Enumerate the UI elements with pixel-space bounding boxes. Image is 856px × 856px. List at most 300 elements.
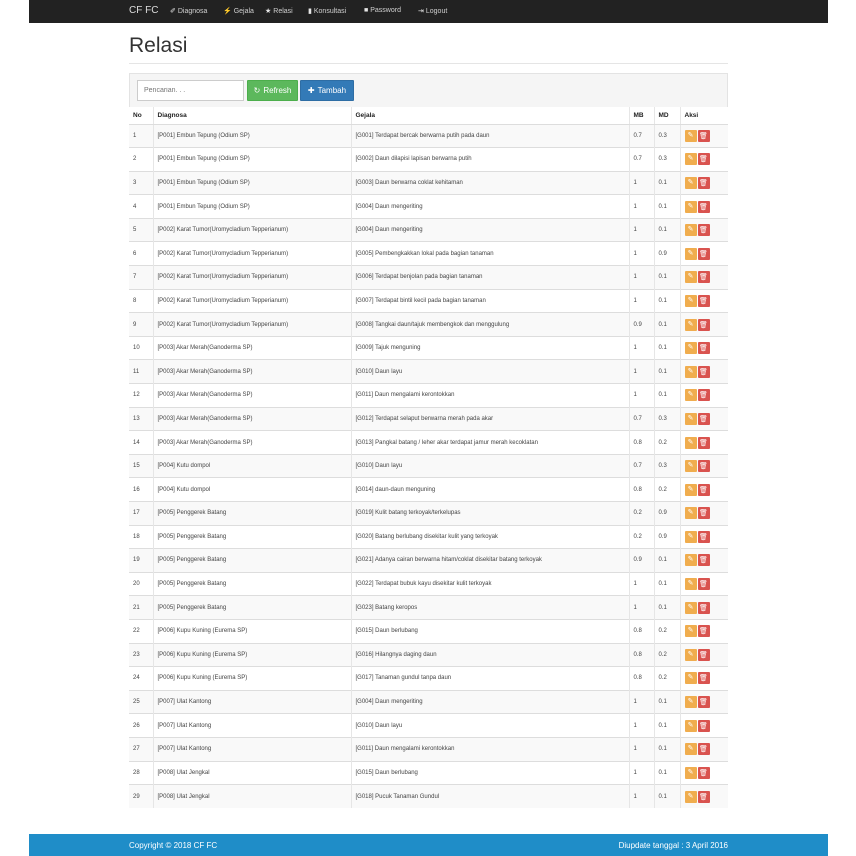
cell-mb: 1 [629,266,654,290]
cell-aksi [680,148,728,172]
cell-md: 0.1 [654,737,680,761]
cell-md: 0.2 [654,667,680,691]
cell-diagnosa: [P007] Ulat Kantong [153,690,351,714]
cell-md: 0.1 [654,171,680,195]
table-row [129,714,728,738]
table-row [129,478,728,502]
cell-no: 17 [129,502,153,526]
cell-md: 0.3 [654,148,680,172]
cell-aksi [680,431,728,455]
cell-aksi [680,761,728,785]
cell-gejala: [G015] Daun berlubang [351,761,629,785]
col-header-diagnosa: Diagnosa [153,107,351,124]
logout-icon: ⇥ [418,8,424,15]
cell-diagnosa: [P006] Kupu Kuning (Eurema SP) [153,643,351,667]
cell-aksi [680,454,728,478]
cell-aksi [680,690,728,714]
cell-mb: 0.7 [629,454,654,478]
cell-mb: 1 [629,572,654,596]
cell-aksi [680,643,728,667]
table-row [129,454,728,478]
edit-button[interactable]: ✎ [685,177,697,189]
table-row [129,761,728,785]
cell-gejala: [G001] Terdapat bercak berwarna putih pada daun [351,124,629,148]
cell-aksi [680,619,728,643]
cell-gejala: [G007] Terdapat bintil kecil pada bagian tanaman [351,289,629,313]
cell-no: 5 [129,218,153,242]
cell-md: 0.1 [654,360,680,384]
edit-button[interactable]: ✎ [685,319,697,331]
cell-aksi [680,195,728,219]
edit-button[interactable]: ✎ [685,413,697,425]
table-row [129,195,728,219]
nav-item-relasi[interactable] [265,7,293,15]
edit-button[interactable]: ✎ [685,649,697,661]
cell-aksi [680,596,728,620]
table-row [129,785,728,809]
cell-mb: 1 [629,761,654,785]
edit-button[interactable]: ✎ [685,389,697,401]
edit-button[interactable]: ✎ [685,366,697,378]
search-input[interactable] [137,80,244,101]
cell-no: 11 [129,360,153,384]
cell-gejala: [G004] Daun mengeriting [351,690,629,714]
refresh-label: Refresh [263,86,292,95]
cell-no: 20 [129,572,153,596]
page-title: Relasi [129,34,188,57]
delete-button[interactable]: 🗑 [699,627,708,636]
table-row [129,690,728,714]
nav-item-diagnosa[interactable] [170,7,207,15]
nav-item-konsultasi[interactable] [308,7,346,15]
cell-mb: 1 [629,785,654,809]
edit-button[interactable]: ✎ [685,602,697,614]
table-row [129,242,728,266]
delete-button[interactable]: 🗑 [699,698,708,707]
cell-md: 0.1 [654,266,680,290]
flash-icon: ⚡ [223,8,232,15]
cell-no: 29 [129,785,153,809]
table-row [129,171,728,195]
edit-button[interactable]: ✎ [685,743,697,755]
cell-mb: 1 [629,242,654,266]
cell-diagnosa: [P004] Kutu dompol [153,478,351,502]
edit-button[interactable]: ✎ [685,271,697,283]
cell-no: 27 [129,737,153,761]
edit-button[interactable]: ✎ [685,484,697,496]
copyright-text: Copyright © 2018 CF FC [129,841,218,850]
cell-diagnosa: [P002] Karat Tumor(Uromycladium Tepperianum) [153,266,351,290]
title-divider [129,63,728,64]
cell-md: 0.9 [654,242,680,266]
table-row [129,148,728,172]
table-row [129,737,728,761]
cell-mb: 0.7 [629,148,654,172]
cell-aksi [680,785,728,809]
edit-button[interactable]: ✎ [685,767,697,779]
cell-no: 23 [129,643,153,667]
cell-no: 15 [129,454,153,478]
cell-gejala: [G020] Batang berlubang disekitar kulit yang terkoyak [351,525,629,549]
edit-button[interactable]: ✎ [685,554,697,566]
cell-no: 18 [129,525,153,549]
cell-md: 0.2 [654,643,680,667]
table-row [129,525,728,549]
cell-no: 10 [129,336,153,360]
cell-mb: 1 [629,289,654,313]
cell-aksi [680,289,728,313]
cell-gejala: [G009] Tajuk menguning [351,336,629,360]
cell-mb: 1 [629,690,654,714]
table-row [129,313,728,337]
edit-button[interactable]: ✎ [685,342,697,354]
cell-diagnosa: [P005] Penggerek Batang [153,502,351,526]
delete-button[interactable]: 🗑 [699,580,708,589]
cell-md: 0.3 [654,454,680,478]
cell-md: 0.1 [654,596,680,620]
cell-diagnosa: [P001] Embun Tepung (Odium SP) [153,171,351,195]
cell-gejala: [G002] Daun dilapisi lapisan berwarna putih [351,148,629,172]
cell-aksi [680,549,728,573]
delete-button[interactable]: 🗑 [699,296,708,305]
edit-button[interactable]: ✎ [685,696,697,708]
edit-button[interactable]: ✎ [685,201,697,213]
cell-md: 0.2 [654,619,680,643]
cell-gejala: [G013] Pangkal batang / leher akar terdapat jamur merah kecoklatan [351,431,629,455]
cell-gejala: [G015] Daun berlubang [351,619,629,643]
table-row [129,266,728,290]
nav-item-label: Diagnosa [177,7,208,15]
nav-item-label: Password [370,7,401,14]
cell-no: 25 [129,690,153,714]
refresh-button[interactable] [247,80,298,101]
col-header-aksi: Aksi [680,107,728,124]
table-row [129,384,728,408]
cell-md: 0.1 [654,218,680,242]
cell-mb: 1 [629,195,654,219]
cell-md: 0.1 [654,384,680,408]
cell-gejala: [G022] Terdapat bubuk kayu disekitar kulit terkoyak [351,572,629,596]
edit-button[interactable]: ✎ [685,578,697,590]
cell-diagnosa: [P001] Embun Tepung (Odium SP) [153,124,351,148]
cell-mb: 1 [629,384,654,408]
cell-mb: 0.7 [629,124,654,148]
delete-button[interactable]: 🗑 [699,509,708,518]
delete-button[interactable]: 🗑 [699,674,708,683]
edit-button[interactable]: ✎ [685,153,697,165]
cell-aksi [680,407,728,431]
delete-button[interactable]: 🗑 [699,226,708,235]
cell-gejala: [G021] Adanya cairan berwarna hitam/coklat disekitar batang terkoyak [351,549,629,573]
delete-button[interactable]: 🗑 [699,721,708,730]
cell-no: 7 [129,266,153,290]
cell-md: 0.1 [654,195,680,219]
cell-no: 1 [129,124,153,148]
delete-button[interactable]: 🗑 [699,202,708,211]
cell-diagnosa: [P005] Penggerek Batang [153,549,351,573]
cell-mb: 1 [629,596,654,620]
cell-mb: 0.8 [629,643,654,667]
nav-item-label: Logout [425,7,448,15]
cell-no: 13 [129,407,153,431]
cell-no: 26 [129,714,153,738]
stats-icon: ▮ [308,8,312,15]
col-header-md: MD [654,107,680,124]
delete-button[interactable]: 🗑 [699,438,708,447]
cell-aksi [680,572,728,596]
edit-button[interactable]: ✎ [685,460,697,472]
cell-no: 4 [129,195,153,219]
table-row [129,572,728,596]
table-row [129,502,728,526]
delete-button[interactable]: 🗑 [699,273,708,282]
cell-diagnosa: [P008] Ulat Jengkal [153,761,351,785]
cell-aksi [680,360,728,384]
cell-md: 0.1 [654,289,680,313]
cell-diagnosa: [P007] Ulat Kantong [153,714,351,738]
table-row [129,336,728,360]
cell-md: 0.1 [654,572,680,596]
cell-mb: 1 [629,737,654,761]
cell-md: 0.3 [654,124,680,148]
cell-diagnosa: [P002] Karat Tumor(Uromycladium Tepperianum) [153,218,351,242]
delete-button[interactable]: 🗑 [699,792,708,801]
cell-mb: 1 [629,360,654,384]
edit-button[interactable]: ✎ [685,437,697,449]
cell-gejala: [G023] Batang keropos [351,596,629,620]
cell-aksi [680,218,728,242]
cell-diagnosa: [P001] Embun Tepung (Odium SP) [153,195,351,219]
cell-aksi [680,336,728,360]
delete-button[interactable]: 🗑 [699,178,708,187]
cell-mb: 0.7 [629,407,654,431]
nav-item-label: Gejala [233,7,254,15]
footer [29,834,828,856]
col-header-mb: MB [629,107,654,124]
cell-mb: 1 [629,171,654,195]
cell-mb: 1 [629,218,654,242]
cell-gejala: [G016] Hilangnya daging daun [351,643,629,667]
plus-icon: ✚ [307,86,315,95]
edit-button[interactable]: ✎ [685,507,697,519]
cell-mb: 0.8 [629,431,654,455]
table-row [129,667,728,691]
cell-gejala: [G010] Daun layu [351,360,629,384]
nav-item-label: Konsultasi [313,7,347,15]
cell-mb: 0.8 [629,478,654,502]
cell-mb: 0.2 [629,502,654,526]
cell-no: 8 [129,289,153,313]
delete-button[interactable]: 🗑 [699,131,708,140]
cell-md: 0.1 [654,785,680,809]
cell-gejala: [G010] Daun layu [351,454,629,478]
cell-gejala: [G012] Terdapat selaput berwarna merah pada akar [351,407,629,431]
cell-aksi [680,502,728,526]
cell-gejala: [G010] Daun layu [351,714,629,738]
cell-no: 12 [129,384,153,408]
cell-gejala: [G019] Kulit batang terkoyak/terkelupas [351,502,629,526]
lock-icon: ■ [364,7,369,14]
cell-gejala: [G006] Terdapat benjolan pada bagian tanaman [351,266,629,290]
cell-gejala: [G018] Pucuk Tanaman Gundul [351,785,629,809]
cell-mb: 1 [629,714,654,738]
cell-no: 2 [129,148,153,172]
cell-mb: 0.8 [629,667,654,691]
nav-item-password[interactable] [364,7,401,14]
cell-aksi [680,242,728,266]
table-row [129,124,728,148]
delete-button[interactable]: 🗑 [699,462,708,471]
cell-md: 0.9 [654,525,680,549]
delete-button[interactable]: 🗑 [699,414,708,423]
nav-item-gejala[interactable] [223,7,254,15]
cell-diagnosa: [P004] Kutu dompol [153,454,351,478]
cell-mb: 0.2 [629,525,654,549]
cell-diagnosa: [P008] Ulat Jengkal [153,785,351,809]
nav-item-label: Relasi [273,7,293,15]
edit-button[interactable]: ✎ [685,248,697,260]
edit-button[interactable]: ✎ [685,295,697,307]
edit-button[interactable]: ✎ [685,130,697,142]
cell-diagnosa: [P003] Akar Merah(Ganoderma SP) [153,431,351,455]
cell-md: 0.1 [654,714,680,738]
cell-diagnosa: [P003] Akar Merah(Ganoderma SP) [153,384,351,408]
table-row [129,407,728,431]
navbar [29,0,828,23]
cell-md: 0.2 [654,431,680,455]
cell-no: 6 [129,242,153,266]
nav-item-logout[interactable] [418,7,447,15]
pin-icon: ✐ [170,8,176,15]
table-row [129,643,728,667]
cell-gejala: [G004] Daun mengeriting [351,218,629,242]
delete-button[interactable]: 🗑 [699,556,708,565]
table-row [129,218,728,242]
cell-no: 28 [129,761,153,785]
col-header-no: No [129,107,153,124]
cell-no: 3 [129,171,153,195]
delete-button[interactable]: 🗑 [699,650,708,659]
table-row [129,596,728,620]
cell-gejala: [G017] Tanaman gundul tanpa daun [351,667,629,691]
cell-md: 0.3 [654,407,680,431]
edit-button[interactable]: ✎ [685,625,697,637]
delete-button[interactable]: 🗑 [699,249,708,258]
col-header-gejala: Gejala [351,107,629,124]
delete-button[interactable]: 🗑 [699,603,708,612]
cell-md: 0.1 [654,761,680,785]
cell-aksi [680,384,728,408]
cell-diagnosa: [P006] Kupu Kuning (Eurema SP) [153,667,351,691]
cell-diagnosa: [P001] Embun Tepung (Odium SP) [153,148,351,172]
cell-aksi [680,737,728,761]
table-row [129,360,728,384]
delete-button[interactable]: 🗑 [699,155,708,164]
cell-md: 0.2 [654,478,680,502]
cell-no: 24 [129,667,153,691]
brand[interactable]: CF FC [129,5,159,16]
cell-no: 22 [129,619,153,643]
cell-no: 19 [129,549,153,573]
cell-diagnosa: [P006] Kupu Kuning (Eurema SP) [153,619,351,643]
cell-aksi [680,313,728,337]
delete-button[interactable]: 🗑 [699,532,708,541]
cell-no: 14 [129,431,153,455]
table-row [129,619,728,643]
cell-aksi [680,667,728,691]
refresh-icon: ↻ [253,86,261,95]
cell-gejala: [G011] Daun mengalami kerontokkan [351,737,629,761]
cell-aksi [680,525,728,549]
edit-button[interactable]: ✎ [685,672,697,684]
cell-gejala: [G005] Pembengkakkan lokal pada bagian tanaman [351,242,629,266]
cell-diagnosa: [P005] Penggerek Batang [153,525,351,549]
add-button[interactable] [300,80,354,101]
cell-mb: 0.9 [629,549,654,573]
cell-md: 0.1 [654,690,680,714]
cell-md: 0.1 [654,336,680,360]
cell-gejala: [G008] Tangkai daun/tajuk membengkok dan menggulung [351,313,629,337]
cell-md: 0.1 [654,549,680,573]
cell-gejala: [G014] daun-daun menguning [351,478,629,502]
cell-aksi [680,124,728,148]
cell-diagnosa: [P002] Karat Tumor(Uromycladium Tepperianum) [153,242,351,266]
cell-aksi [680,478,728,502]
cell-diagnosa: [P007] Ulat Kantong [153,737,351,761]
delete-button[interactable]: 🗑 [699,367,708,376]
star-icon: ★ [265,8,272,15]
cell-aksi [680,171,728,195]
cell-diagnosa: [P005] Penggerek Batang [153,572,351,596]
cell-diagnosa: [P003] Akar Merah(Ganoderma SP) [153,407,351,431]
cell-md: 0.1 [654,313,680,337]
cell-aksi [680,714,728,738]
table-row [129,431,728,455]
update-date-text: Diupdate tanggal : 3 April 2016 [618,841,728,850]
delete-button[interactable]: 🗑 [699,391,708,400]
add-label: Tambah [317,86,347,95]
delete-button[interactable]: 🗑 [699,320,708,329]
cell-mb: 1 [629,336,654,360]
cell-no: 9 [129,313,153,337]
cell-diagnosa: [P002] Karat Tumor(Uromycladium Tepperianum) [153,313,351,337]
table-row [129,549,728,573]
cell-no: 21 [129,596,153,620]
edit-button[interactable]: ✎ [685,531,697,543]
cell-gejala: [G003] Daun berwarna coklat kehitaman [351,171,629,195]
delete-button[interactable]: 🗑 [699,768,708,777]
cell-no: 16 [129,478,153,502]
relasi-table [129,107,728,808]
cell-aksi [680,266,728,290]
cell-diagnosa: [P003] Akar Merah(Ganoderma SP) [153,360,351,384]
cell-diagnosa: [P003] Akar Merah(Ganoderma SP) [153,336,351,360]
cell-mb: 0.9 [629,313,654,337]
cell-diagnosa: [P005] Penggerek Batang [153,596,351,620]
delete-button[interactable]: 🗑 [699,344,708,353]
table-row [129,289,728,313]
delete-button[interactable]: 🗑 [699,745,708,754]
edit-button[interactable]: ✎ [685,720,697,732]
cell-gejala: [G004] Daun mengeriting [351,195,629,219]
table-header-row [129,107,728,124]
cell-md: 0.9 [654,502,680,526]
delete-button[interactable]: 🗑 [699,485,708,494]
edit-button[interactable]: ✎ [685,224,697,236]
edit-button[interactable]: ✎ [685,791,697,803]
cell-diagnosa: [P002] Karat Tumor(Uromycladium Tepperianum) [153,289,351,313]
cell-gejala: [G011] Daun mengalami kerontokkan [351,384,629,408]
